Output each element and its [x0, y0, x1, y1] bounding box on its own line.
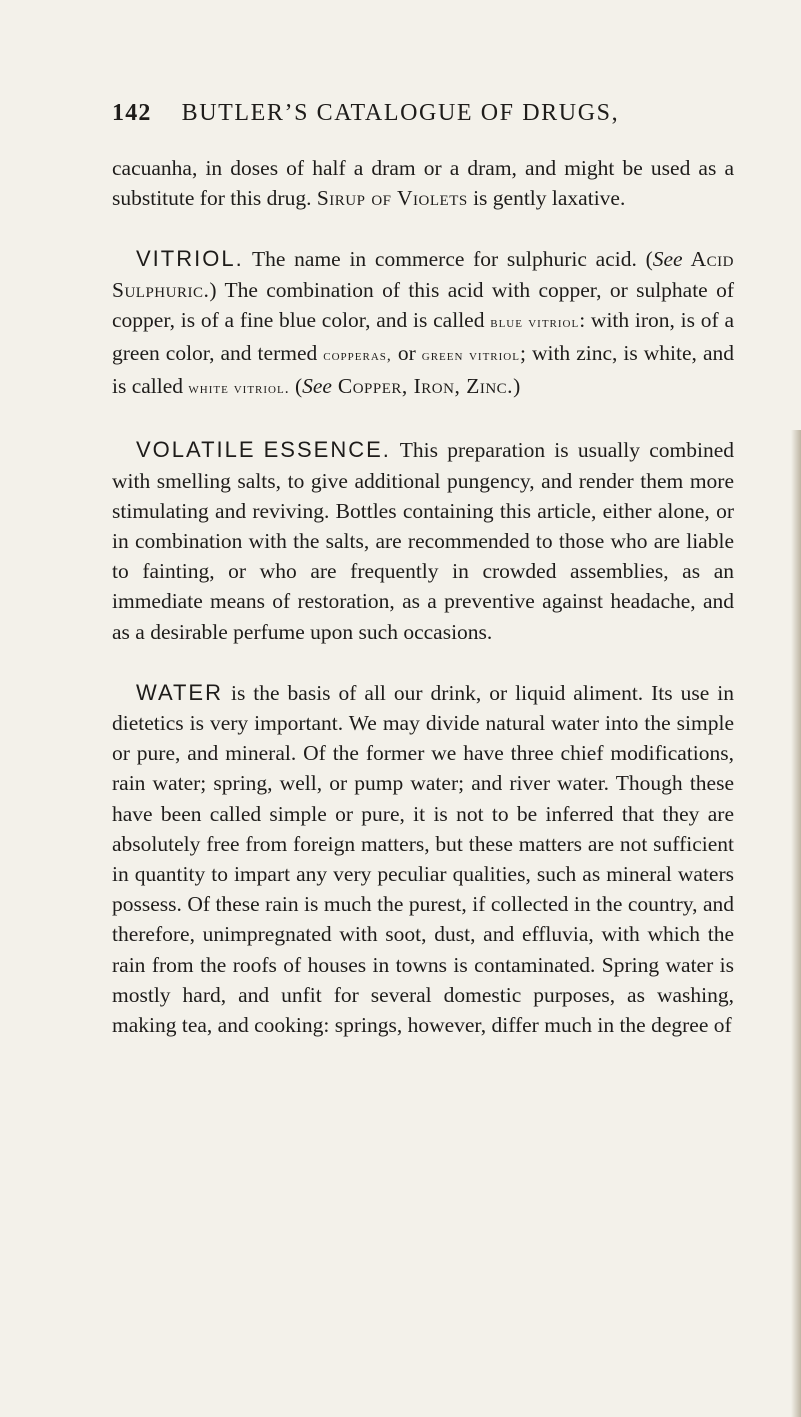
running-title: BUTLER’S CATALOGUE OF DRUGS, [181, 100, 620, 126]
text: ; with zinc, is white, and is called [112, 341, 734, 399]
term-white-vitriol: white vitriol. [188, 380, 290, 398]
text: or [391, 341, 422, 366]
text: ) [513, 374, 521, 399]
running-head [112, 100, 672, 127]
text: cacuanha, in doses of half a dram or a dram, and might be used as a substitute for this drug. [112, 156, 734, 211]
text: ) The combination of this acid with copper, or sulphate of copper, is of a fine blue color, and is called [112, 277, 734, 332]
term-green-vitriol: green vitriol [421, 347, 520, 365]
term-blue-vitriol: blue vitriol [490, 313, 580, 331]
paragraph-ipecacuanha-continuation [112, 153, 734, 213]
text: This preparation is usually combined with smelling salts, to give additional pungency, and render them more stimulating and reviving. Bottles containing this article, either alone, or in combination with the salts, are recommended to those who are liable to fainting, or who are frequently in crowded assemblies, as an immediate means of restoration, as a preventive against headache, and as a desirable perfume upon such occasions. [112, 438, 734, 644]
entry-heading: WATER [136, 679, 223, 705]
cross-reference: Copper, Iron, Zinc. [331, 374, 514, 399]
body-text [112, 153, 734, 1071]
entry-heading: VOLATILE ESSENCE. [136, 437, 391, 463]
cross-reference: Acid Sulphuric. [112, 247, 734, 302]
entry-vitriol [112, 244, 734, 404]
entry-volatile-essence [112, 435, 734, 646]
text: The name in commerce for sulphuric acid. ( [243, 247, 653, 272]
entry-water [112, 678, 734, 1040]
text: is the basis of all our drink, or liquid aliment. Its use in dietetics is very important. We may divide natural water into the simple or pure, and mineral. Of the former we have three chief modifications, rain water; spring, well, or pump water; and river water. Though these have been called simple or pure, it is not to be inferred that they are absolutely free from foreign matters, but these matters are not sufficient in quantity to impart any very peculiar qualities, such as mineral waters possess. Of these rain is much the purest, if collected in the country, and therefore, unimpregnated with soot, dust, and effluvia, with which the rain from the roofs of houses in towns is contaminated. Spring water is mostly hard, and unfit for several domestic purposes, as washing, making tea, and cooking: springs, however, differ much in the degree of [112, 680, 734, 1038]
see-reference: See [302, 374, 332, 399]
see-reference: See [652, 247, 683, 272]
term-copperas: copperas, [323, 347, 392, 365]
entry-heading: VITRIOL. [136, 246, 244, 272]
page-edge-shadow [791, 430, 801, 1417]
small-caps-term: Sirup of Violets [316, 186, 468, 211]
text: is gently laxative. [467, 186, 626, 211]
text: ( [289, 374, 303, 399]
page-number: 142 [112, 100, 152, 126]
text: : with iron, is of a green color, and termed [112, 307, 734, 366]
